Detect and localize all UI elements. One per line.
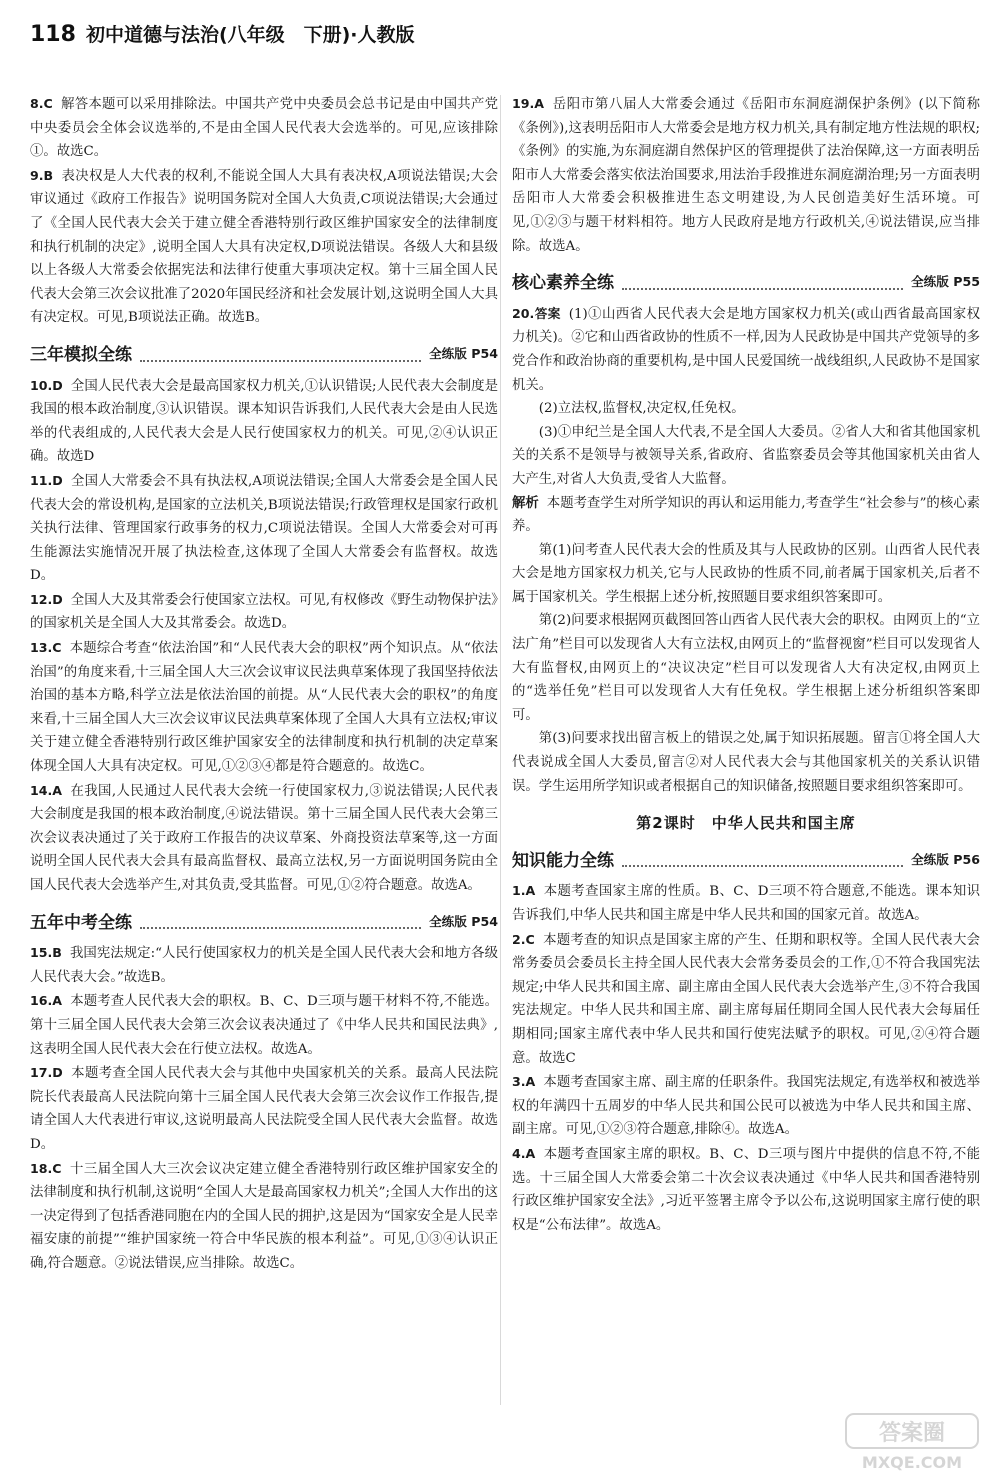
- section-heading-five-year: [30, 910, 498, 936]
- page-number: 118: [30, 22, 76, 47]
- watermark-text-cn: 答案圈: [878, 1421, 946, 1446]
- section-title: 三年模拟全练: [30, 344, 132, 365]
- answer-item: 1.A 本题考查国家主席的性质。B、C、D三项不符合题意,不能选。课本知识告诉我们,中华人民共和国主席是中华人民共和国的国家元首。故选A。: [512, 883, 980, 923]
- book-title: 初中道德与法治(八年级 下册)·人教版: [85, 24, 415, 46]
- answer-item: 11.D 全国人大常委会不具有执法权,A项说法错误;全国人大常委会是全国人民代表大会的常设机构,是国家的立法机关,B项说法错误;行政管理权是国家行政机关执行法律、管理国家行政事务的权力,C项说法错误。全国人大常委会对可再生能源法实施情况开展了执法检查,这体现了全国人大常委会有监督权。故选D。: [30, 472, 498, 584]
- answer-item: 16.A 本题考查人民代表大会的职权。B、C、D三项与题干材料不符,不能选。第十三届全国人民代表大会第三次会议表决通过了《中华人民共和国民法典》,这表明全国人民代表大会在行使立法权。故选A。: [30, 993, 498, 1057]
- answer-20-part-1: 20.答案 (1)①山西省人民代表大会是地方国家权力机关(或山西省最高国家权力机关)。②它和山西省政协的性质不一样,因为人民政协是中国共产党领导的多党合作和政治协商的重要机构,是中国人民爱国统一战线组织,人民政协不是国家机关。: [512, 305, 980, 393]
- answer-20-part-2: (2)立法权,监督权,决定权,任免权。: [538, 401, 745, 417]
- answer-item: 19.A 岳阳市第八届人大常委会通过《岳阳市东洞庭湖保护条例》(以下简称《条例》),这表明岳阳市人大常委会是地方权力机关,具有制定地方性法规的职权;《条例》的实施,为东洞庭湖自然保护区的管理提供了法治保障,这一方面表明岳阳市人大常委会落实依法治国要求,用法治手段推进东洞庭湖治理;另一方面表明岳阳市人大常委会积极推进生态文明建设,为人民创造美好生活环境。可见,①②③与题干材料相符。地方人民政府是地方行政机关,④说法错误,应当排除。故选A。: [512, 96, 980, 254]
- section-page-ref: 全练版 P55: [911, 274, 980, 290]
- leader-dots: [140, 927, 421, 929]
- answer-item: 18.C 十三届全国人大三次会议决定建立健全香港特别行政区维护国家安全的法律制度和执行机制,这说明“全国人大是最高国家权力机关”;全国人大作出的这一决定得到了包括香港同胞在内的全国人民的拥护,这是因为“国家安全是人民幸福安康的前提”“维护国家统一符合中华民族的根本利益”。可见,①③④认识正确,符合题意。②说法错误,应当排除。故选C。: [30, 1160, 498, 1271]
- page-header: [30, 20, 970, 60]
- section-heading-core-literacy: [512, 270, 980, 296]
- answer-item: 13.C 本题综合考查“依法治国”和“人民代表大会的职权”两个知识点。从“依法治国”的角度来看,十三届全国人大三次会议审议民法典草案体现了我国坚持依法治国的基本方略,科学立法是依法治国的前提。从“人民代表大会的职权”的角度来看,十三届全国人大三次会议审议民法典草案体现了全国人大具有立法权;审议关于建立健全香港特别行政区维护国家安全的法律制度和执行机制的决定草案体现全国人大具有决定权。可见,①②③④都是符合题意的。故选C。: [30, 640, 498, 775]
- watermark-text-en: MXQE.COM: [861, 1453, 963, 1472]
- section-page-ref: 全练版 P54: [429, 345, 498, 361]
- section-title: 核心素养全练: [512, 273, 614, 294]
- analysis-paragraph: 第(3)问要求找出留言板上的错误之处,属于知识拓展题。留言①将全国人大代表说成全国人大委员,留言②对人民代表大会与其他国家机关的关系认识错误。学生运用所学知识或者根据自己的知识储备,按照题目要求组织答案即可。: [512, 731, 980, 794]
- left-column: [30, 92, 498, 1276]
- answer-item: 17.D 本题考查全国人民代表大会与其他中央国家机关的关系。最高人民法院院长代表最高人民法院向第十三届全国人民代表大会第三次会议作工作报告,提请全国人大代表进行审议,这说明最高人民法院受全国人民代表大会监督。故选D。: [30, 1065, 498, 1152]
- answer-item: 10.D 全国人民代表大会是最高国家权力机关,①认识错误;人民代表大会制度是我国的根本政治制度,③认识错误。课本知识告诉我们,人民代表大会是由人民选举的代表组成的,人民代表大会是人民行使国家权力的机关。可见,②④认识正确。故选D: [30, 377, 498, 465]
- answer-item: 2.C 本题考查的知识点是国家主席的产生、任期和职权等。全国人民代表大会常务委员会委员长主持全国人民代表大会常务委员会的工作,①不符合我国宪法规定;中华人民共和国主席、副主席由全国人民代表大会选举产生,③不符合我国宪法规定。中华人民共和国主席、副主席每届任期同全国人民代表大会每届任期相同;国家主席代表中华人民共和国行使宪法赋予的职权。可见,②④符合题意。故选C: [512, 931, 980, 1066]
- leader-dots: [140, 360, 421, 362]
- lesson-title: 第2课时 中华人民共和国主席: [636, 814, 856, 833]
- right-column: [512, 92, 980, 1237]
- section-heading-three-year: [30, 342, 498, 368]
- answer-item: 14.A 在我国,人民通过人民代表大会统一行使国家权力,③说法错误;人民代表大会制度是我国的根本政治制度,④说法错误。第十三届全国人民代表大会第三次会议表决通过了关于政府工作报告的决议草案、外商投资法草案等,这一方面说明全国人民代表大会具有最高监督权、最高立法权,另一方面说明国务院由全国人民代表大会选举产生,对其负责,受其监督。可见,①②符合题意。故选A。: [30, 782, 498, 893]
- leader-dots: [622, 288, 903, 290]
- answer-item: 12.D 全国人大及其常委会行使国家立法权。可见,有权修改《野生动物保护法》的国家机关是全国人大及其常委会。故选D。: [30, 591, 498, 632]
- analysis-intro: 解析 本题考查学生对所学知识的再认和运用能力,考查学生“社会参与”的核心素养。: [512, 494, 980, 535]
- answer-item: 9.B 表决权是人大代表的权利,不能说全国人大具有表决权,A项说法错误;大会审议通过《政府工作报告》说明国务院对全国人大负责,C项说法错误;大会通过了《全国人民代表大会关于建立健全香港特别行政区维护国家安全的法律制度和执行机制的决定》,说明全国人大具有决定权,D项说法错误。各级人大和县级以上各级人大常委会依据宪法和法律行使重大事项决定权。第十三届全国人民代表大会第三次会议批准了2020年国民经济和社会发展计划,这说明全国人大具有决定权。可见,B项说法正确。故选B。: [30, 167, 498, 326]
- analysis-paragraph: 第(2)问要求根据网页截图回答山西省人民代表大会的职权。由网页上的“立法广角”栏目可以发现省人大有立法权,由网页上的“监督视窗”栏目可以发现省人大有监督权,由网页上的“决议决定”栏目可以发现省人大有决定权,由网页上的“选举任免”栏目可以发现省人大有任免权。学生根据上述分析组织答案即可。: [512, 613, 980, 723]
- answer-item: 8.C 解答本题可以采用排除法。中国共产党中央委员会总书记是由中国共产党中央委员会全体会议选举的,不是由全国人民代表大会选举的。可见,应该排除①。故选C。: [30, 96, 498, 160]
- answer-item: 15.B 我国宪法规定:“人民行使国家权力的机关是全国人民代表大会和地方各级人民代表大会。”故选B。: [30, 945, 498, 985]
- leader-dots: [622, 865, 903, 867]
- watermark-logo: [842, 1408, 992, 1474]
- section-title: 五年中考全练: [30, 912, 132, 933]
- column-divider: [500, 95, 501, 1405]
- section-title: 知识能力全练: [512, 850, 614, 871]
- section-heading-knowledge-ability: [512, 848, 980, 874]
- section-page-ref: 全练版 P56: [911, 851, 980, 867]
- answer-20-part-3: (3)①申纪兰是全国人大代表,不是全国人大委员。②省人大和省其他国家机关的关系不是领导与被领导关系,省政府、省监察委员会等其他国家机关由省人大产生,对省人大负责,受省人大监督。: [512, 424, 980, 487]
- answer-item: 4.A 本题考查国家主席的职权。B、C、D三项与图片中提供的信息不符,不能选。十三届全国人大常委会第二十次会议表决通过《中华人民共和国香港特别行政区维护国家安全法》,习近平签署主席令予以公布,这说明国家主席行使的职权是“公布法律”。故选A。: [512, 1145, 980, 1233]
- answer-item: 3.A 本题考查国家主席、副主席的任职条件。我国宪法规定,有选举权和被选举权的年满四十五周岁的中华人民共和国公民可以被选为中华人民共和国主席、副主席。可见,①②③符合题意,排除④。故选A。: [512, 1074, 980, 1138]
- section-page-ref: 全练版 P54: [429, 913, 498, 929]
- analysis-paragraph: 第(1)问考查人民代表大会的性质及其与人民政协的区别。山西省人民代表大会是地方国家权力机关,它与人民政协的性质不同,前者属于国家机关,后者不属于国家机关。学生根据上述分析,按照题目要求组织答案即可。: [512, 542, 980, 605]
